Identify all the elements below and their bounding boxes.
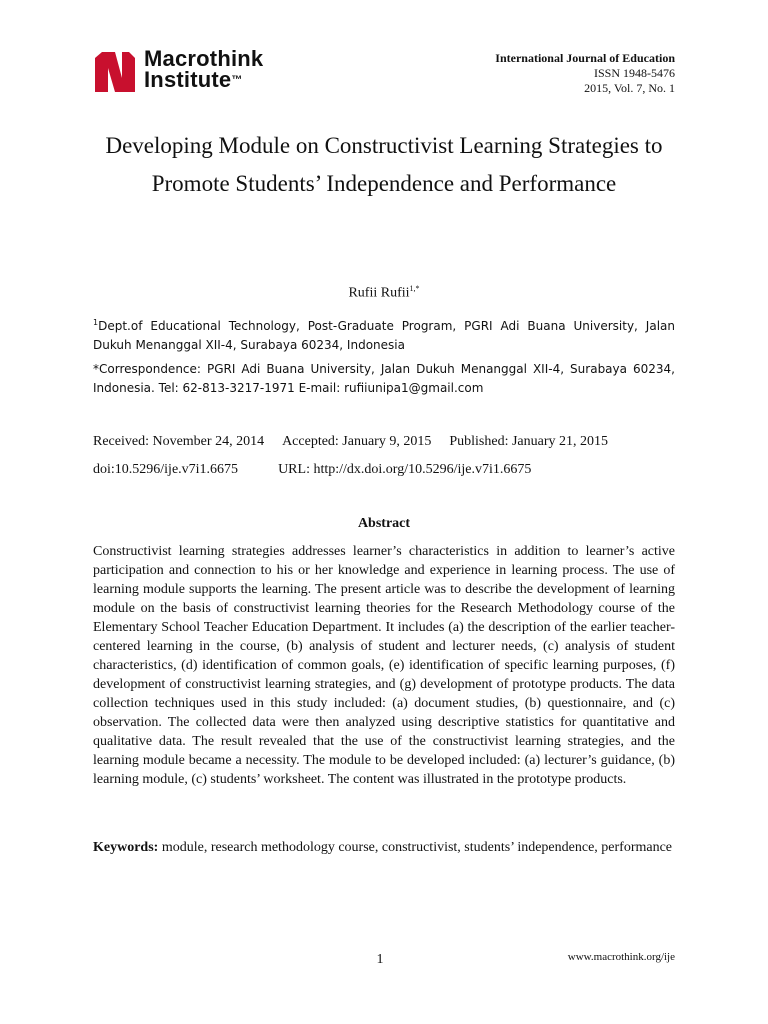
abstract-body: Constructivist learning strategies addresses learner’s characteristics in addition to learner’s active participation and connection to his or her knowledge and experience in learning process. The use of learning module supports the learning. The present article was to describe the development of learning module on the basis of constructivist learning theories for the Research Methodology course of the Elementary School Teacher Education Department. It includes (a) the description of the earlier teacher-centered learning in the course, (b) analysis of student and lecturer needs, (c) analysis of student characteristics, (d) identification of common goals, (e) identification of specific learning purposes, (f) development of constructivist learning strategies, and (g) development of prototype products. The data collection techniques used in this study included: (a) document studies, (b) questionnaire, and (c) observation. The collected data were then analyzed using descriptive statistics for quantitative and qualitative data. The result revealed that the use of the constructivist learning strategies, and the learning module became a necessity. The module to be developed included: (a) lecturer’s guidance, (b) learning module, (c) students’ worksheet. The content was illustrated in the prototype products. <box>93 544 675 787</box>
page-number: 1 <box>376 952 384 967</box>
keywords-text: module, research methodology course, constructivist, students’ independence, performance <box>158 840 673 855</box>
correspondence: *Correspondence: PGRI Adi Buana University, Jalan Dukuh Menanggal XII-4, Surabaya 60234, Indonesia. Tel: 62-813-3217-1971 E-mail: rufiiunipa1@gmail.com <box>93 362 675 395</box>
author-name: Rufii Rufii <box>348 285 410 301</box>
journal-volume: 2015, Vol. 7, No. 1 <box>584 81 675 95</box>
keywords-label: Keywords: <box>93 840 159 855</box>
doi-line <box>93 460 531 479</box>
logo-line-1: Macrothink <box>144 46 264 71</box>
journal-info <box>495 51 675 96</box>
journal-name: International Journal of Education <box>495 51 675 65</box>
logo-line-2: Institute <box>144 67 232 92</box>
published-date: Published: January 21, 2015 <box>449 434 609 449</box>
doi[interactable]: doi:10.5296/ije.v7i1.6675 <box>93 462 239 477</box>
paper-title: Developing Module on Constructivist Learning Strategies to Promote Students’ Independence and Performance <box>105 133 663 196</box>
journal-issn: ISSN 1948-5476 <box>593 66 675 80</box>
doi-url[interactable]: URL: http://dx.doi.org/10.5296/ije.v7i1.6675 <box>278 462 532 477</box>
accepted-date: Accepted: January 9, 2015 <box>282 434 432 449</box>
keywords <box>93 838 675 857</box>
received-date: Received: November 24, 2014 <box>93 434 265 449</box>
affiliation-text: Dept.of Educational Technology, Post-Graduate Program, PGRI Adi Buana University, Jalan Dukuh Menanggal XII-4, Surabaya 60234, Indonesia <box>93 319 675 352</box>
author-superscript: 1,* <box>409 284 420 293</box>
author-line <box>93 284 675 302</box>
footer-url[interactable]: www.macrothink.org/ije <box>567 951 675 963</box>
publisher-logo <box>93 48 303 98</box>
affiliation <box>93 313 675 355</box>
abstract-heading: Abstract <box>357 516 411 531</box>
affiliation-superscript: 1 <box>93 318 99 327</box>
trademark-symbol: ™ <box>231 74 243 86</box>
macrothink-logo-icon <box>93 50 137 94</box>
publication-dates <box>93 432 608 451</box>
logo-wordmark <box>144 48 263 90</box>
